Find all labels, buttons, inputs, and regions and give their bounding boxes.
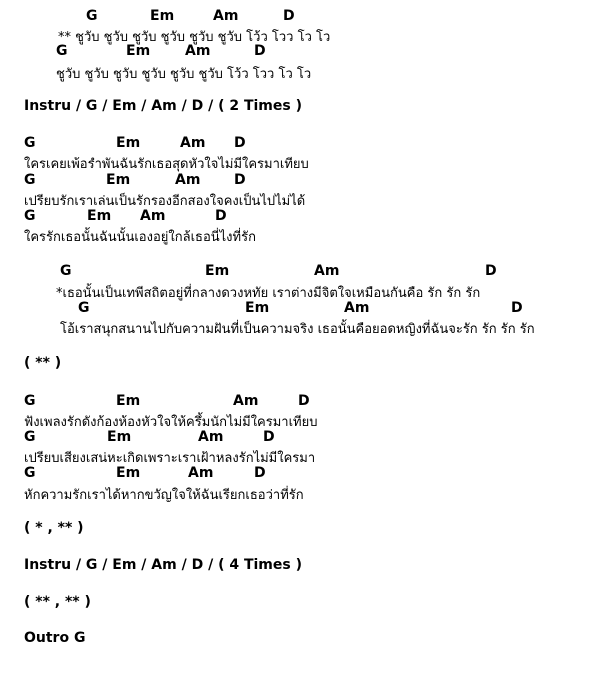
chord-d: D: [283, 8, 295, 24]
instrumental-line: Instru / G / Em / Am / D / ( 2 Times ): [24, 98, 302, 114]
lyric-line: ใครรักเธอนั้นฉันนั้นเองอยู่ใกล้เธอนี่ไงที่รัก: [24, 230, 256, 245]
lyric-line: เปรียบเสียงเสน่หะเกิดเพราะเราเฝ้าหลงรักไม่มีใครมา: [24, 451, 316, 466]
chord-em: Em: [107, 429, 132, 445]
chord-em: Em: [116, 393, 141, 409]
lyric-line: ฟังเพลงรักดังก้องห้องหัวใจให้ครึ้มนักไม่มีใครมาเทียบ: [24, 415, 318, 430]
chord-d: D: [485, 263, 497, 279]
chord-am: Am: [344, 300, 370, 316]
repeat-marker: ( ** ): [24, 355, 62, 371]
chord-am: Am: [180, 135, 206, 151]
chord-g: G: [60, 263, 72, 279]
lyric-line: ใครเคยเพ้อรำพันฉันรักเธอสุดหัวใจไม่มีใครมาเทียบ: [24, 157, 309, 172]
chord-em: Em: [126, 43, 151, 59]
chord-am: Am: [175, 172, 201, 188]
chord-d: D: [234, 135, 246, 151]
chord-d: D: [263, 429, 275, 445]
chord-em: Em: [245, 300, 270, 316]
chord-g: G: [24, 465, 36, 481]
outro-line: Outro G: [24, 630, 86, 646]
chord-em: Em: [150, 8, 175, 24]
repeat-marker: ( * , ** ): [24, 520, 84, 536]
chord-g: G: [78, 300, 90, 316]
chord-am: Am: [185, 43, 211, 59]
chord-em: Em: [87, 208, 112, 224]
chord-am: Am: [188, 465, 214, 481]
chord-g: G: [24, 429, 36, 445]
chord-g: G: [56, 43, 68, 59]
chord-am: Am: [213, 8, 239, 24]
lyric-line: ** ชูวับ ชูวับ ชูวับ ชูวับ ชูวับ ชูวับ โว้ว โวว โว โว: [58, 30, 331, 45]
instrumental-line: Instru / G / Em / Am / D / ( 4 Times ): [24, 557, 302, 573]
lyric-line: *เธอนั้นเป็นเทพีสถิตอยู่ที่กลางดวงหทัย เราต่างมีจิตใจเหมือนกันคือ รัก รัก รัก: [56, 286, 481, 301]
chord-g: G: [24, 393, 36, 409]
chord-em: Em: [205, 263, 230, 279]
chord-am: Am: [314, 263, 340, 279]
chord-d: D: [234, 172, 246, 188]
lyric-line: ชูวับ ชูวับ ชูวับ ชูวับ ชูวับ ชูวับ โว้ว โวว โว โว: [56, 67, 312, 82]
chord-g: G: [24, 208, 36, 224]
chord-em: Em: [116, 465, 141, 481]
chord-d: D: [254, 465, 266, 481]
chord-am: Am: [140, 208, 166, 224]
lyric-line: หักความรักเราได้หากขวัญใจให้ฉันเรียกเธอว่าที่รัก: [24, 488, 304, 503]
chord-em: Em: [116, 135, 141, 151]
repeat-marker: ( ** , ** ): [24, 594, 91, 610]
chord-em: Em: [106, 172, 131, 188]
chord-d: D: [298, 393, 310, 409]
chord-d: D: [511, 300, 523, 316]
chord-g: G: [86, 8, 98, 24]
lyric-line: เปรียบรักเราเล่นเป็นรักรองอีกสองใจคงเป็นไปไม่ได้: [24, 194, 306, 209]
chord-d: D: [254, 43, 266, 59]
chord-g: G: [24, 172, 36, 188]
lyric-line: โอ้เราสนุกสนานไปกับความฝันที่เป็นความจริง เธอนั้นคือยอดหญิงที่ฉันจะรัก รัก รัก รัก: [60, 322, 535, 337]
chord-am: Am: [198, 429, 224, 445]
chord-g: G: [24, 135, 36, 151]
chord-d: D: [215, 208, 227, 224]
chord-am: Am: [233, 393, 259, 409]
